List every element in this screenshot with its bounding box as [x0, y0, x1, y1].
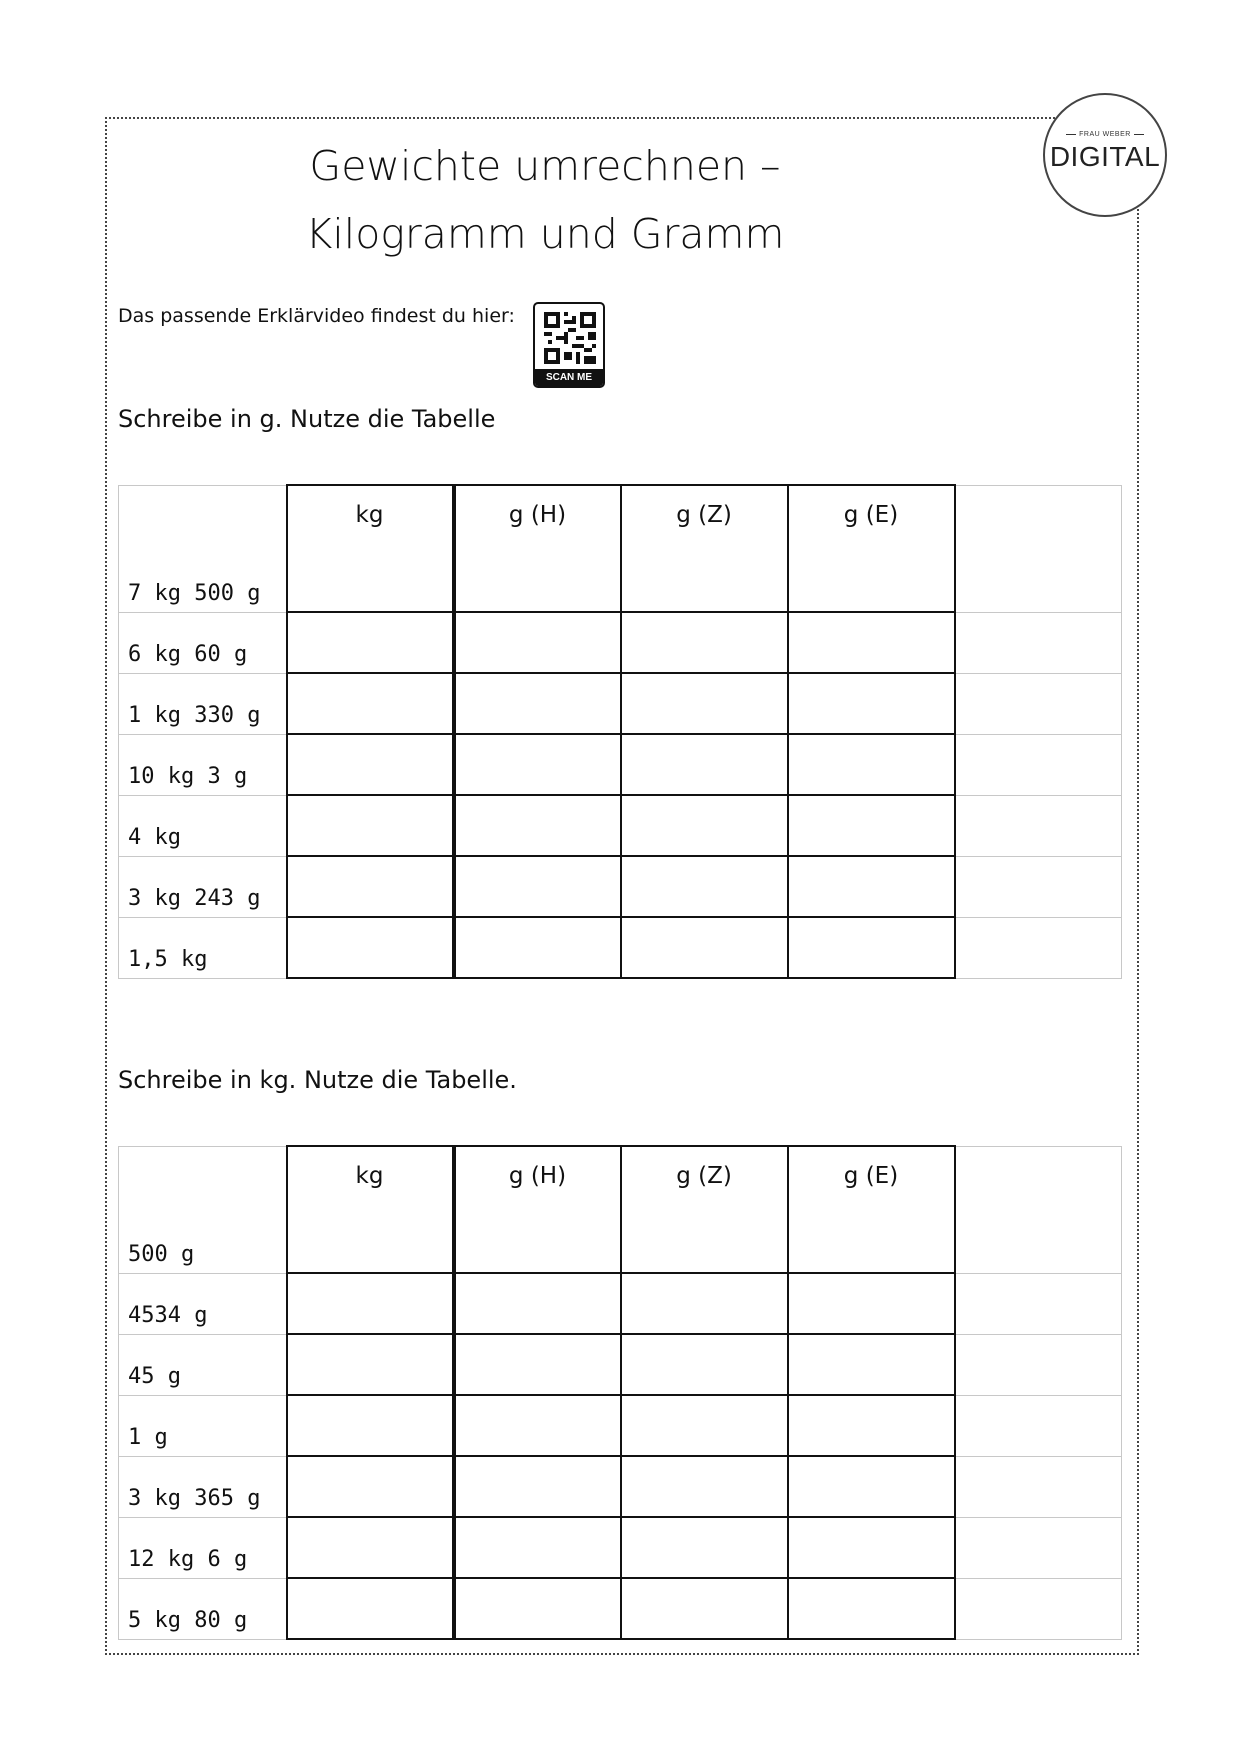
- answer-cell-hundreds[interactable]: [454, 856, 621, 917]
- instruction-1: Schreibe in g. Nutze die Tabelle: [118, 405, 496, 433]
- answer-cell-hundreds[interactable]: [454, 1578, 621, 1639]
- page-title-line-2: Kilogramm und Gramm: [305, 210, 785, 258]
- answer-cell-kg[interactable]: [287, 1456, 454, 1517]
- table-row-label: 45 g: [119, 1334, 287, 1395]
- answer-cell-ones[interactable]: [788, 1395, 955, 1456]
- answer-cell-ones[interactable]: [788, 795, 955, 856]
- answer-cell-tens[interactable]: [621, 673, 788, 734]
- answer-cell-hundreds[interactable]: [454, 734, 621, 795]
- table-row-label: 10 kg 3 g: [119, 734, 287, 795]
- table-row-label: 5 kg 80 g: [119, 1578, 287, 1639]
- margin-cell: [955, 1334, 1122, 1395]
- table-row-label: 3 kg 365 g: [119, 1456, 287, 1517]
- margin-cell: [955, 485, 1122, 612]
- table-row-label: 12 kg 6 g: [119, 1517, 287, 1578]
- table-row-label: 7 kg 500 g: [119, 485, 287, 612]
- column-header-hundreds: g (H): [454, 1146, 621, 1273]
- answer-cell-kg[interactable]: [287, 856, 454, 917]
- column-header-kg: kg: [287, 1146, 454, 1273]
- answer-cell-tens[interactable]: [621, 1273, 788, 1334]
- margin-cell: [955, 673, 1122, 734]
- column-header-ones: g (E): [788, 485, 955, 612]
- qr-code-icon: [544, 312, 596, 364]
- answer-cell-ones[interactable]: [788, 856, 955, 917]
- answer-cell-ones[interactable]: [788, 734, 955, 795]
- answer-cell-kg[interactable]: [287, 917, 454, 978]
- margin-cell: [955, 612, 1122, 673]
- answer-cell-hundreds[interactable]: [454, 612, 621, 673]
- instruction-2: Schreibe in kg. Nutze die Tabelle.: [118, 1066, 517, 1094]
- answer-cell-hundreds[interactable]: [454, 1395, 621, 1456]
- answer-cell-tens[interactable]: [621, 1456, 788, 1517]
- frau-weber-digital-logo: [1043, 93, 1167, 217]
- answer-cell-hundreds[interactable]: [454, 917, 621, 978]
- table-header-row: [119, 485, 1122, 612]
- column-header-tens: g (Z): [621, 485, 788, 612]
- answer-cell-kg[interactable]: [287, 673, 454, 734]
- table-row: [119, 1578, 1122, 1639]
- answer-cell-hundreds[interactable]: [454, 1456, 621, 1517]
- table-row: [119, 1456, 1122, 1517]
- answer-cell-kg[interactable]: [287, 1273, 454, 1334]
- table-row-label: 1,5 kg: [119, 917, 287, 978]
- answer-cell-ones[interactable]: [788, 1517, 955, 1578]
- answer-cell-ones[interactable]: [788, 612, 955, 673]
- answer-cell-kg[interactable]: [287, 1578, 454, 1639]
- logo-small-text: FRAU WEBER: [1045, 131, 1165, 138]
- table-row-label: 4534 g: [119, 1273, 287, 1334]
- margin-cell: [955, 734, 1122, 795]
- answer-cell-tens[interactable]: [621, 795, 788, 856]
- margin-cell: [955, 1578, 1122, 1639]
- answer-cell-kg[interactable]: [287, 1517, 454, 1578]
- video-hint-text: Das passende Erklärvideo findest du hier:: [118, 305, 515, 327]
- table-row-label: 500 g: [119, 1146, 287, 1273]
- answer-cell-tens[interactable]: [621, 1395, 788, 1456]
- answer-cell-tens[interactable]: [621, 612, 788, 673]
- table-row: [119, 1395, 1122, 1456]
- margin-cell: [955, 795, 1122, 856]
- column-header-kg: kg: [287, 485, 454, 612]
- answer-cell-tens[interactable]: [621, 1334, 788, 1395]
- answer-cell-ones[interactable]: [788, 1578, 955, 1639]
- table-row: [119, 673, 1122, 734]
- answer-cell-ones[interactable]: [788, 1273, 955, 1334]
- table-row-label: 4 kg: [119, 795, 287, 856]
- qr-scan-label: SCAN ME: [535, 369, 603, 386]
- column-header-ones: g (E): [788, 1146, 955, 1273]
- qr-code[interactable]: [533, 302, 605, 388]
- answer-cell-tens[interactable]: [621, 1578, 788, 1639]
- table-row: [119, 612, 1122, 673]
- answer-cell-ones[interactable]: [788, 1334, 955, 1395]
- conversion-table-2: [118, 1145, 1122, 1640]
- table-row: [119, 1273, 1122, 1334]
- answer-cell-ones[interactable]: [788, 917, 955, 978]
- margin-cell: [955, 856, 1122, 917]
- column-header-hundreds: g (H): [454, 485, 621, 612]
- answer-cell-kg[interactable]: [287, 734, 454, 795]
- answer-cell-kg[interactable]: [287, 1395, 454, 1456]
- margin-cell: [955, 1146, 1122, 1273]
- table-row: [119, 1517, 1122, 1578]
- answer-cell-tens[interactable]: [621, 734, 788, 795]
- page-title-line-1: Gewichte umrechnen –: [309, 142, 781, 190]
- table-row: [119, 795, 1122, 856]
- answer-cell-hundreds[interactable]: [454, 1273, 621, 1334]
- table-row-label: 6 kg 60 g: [119, 612, 287, 673]
- answer-cell-hundreds[interactable]: [454, 1517, 621, 1578]
- answer-cell-ones[interactable]: [788, 1456, 955, 1517]
- margin-cell: [955, 1395, 1122, 1456]
- conversion-table-1: [118, 484, 1122, 979]
- answer-cell-tens[interactable]: [621, 1517, 788, 1578]
- table-row-label: 3 kg 243 g: [119, 856, 287, 917]
- logo-big-text: DIGITAL: [1049, 141, 1161, 172]
- margin-cell: [955, 1456, 1122, 1517]
- table-header-row: [119, 1146, 1122, 1273]
- answer-cell-hundreds[interactable]: [454, 673, 621, 734]
- table-row: [119, 856, 1122, 917]
- answer-cell-tens[interactable]: [621, 856, 788, 917]
- table-row: [119, 734, 1122, 795]
- answer-cell-ones[interactable]: [788, 673, 955, 734]
- answer-cell-kg[interactable]: [287, 612, 454, 673]
- answer-cell-tens[interactable]: [621, 917, 788, 978]
- table-row: [119, 1334, 1122, 1395]
- answer-cell-kg[interactable]: [287, 1334, 454, 1395]
- answer-cell-kg[interactable]: [287, 795, 454, 856]
- column-header-tens: g (Z): [621, 1146, 788, 1273]
- table-row-label: 1 kg 330 g: [119, 673, 287, 734]
- table-row-label: 1 g: [119, 1395, 287, 1456]
- answer-cell-hundreds[interactable]: [454, 1334, 621, 1395]
- answer-cell-hundreds[interactable]: [454, 795, 621, 856]
- margin-cell: [955, 917, 1122, 978]
- margin-cell: [955, 1273, 1122, 1334]
- table-row: [119, 917, 1122, 978]
- margin-cell: [955, 1517, 1122, 1578]
